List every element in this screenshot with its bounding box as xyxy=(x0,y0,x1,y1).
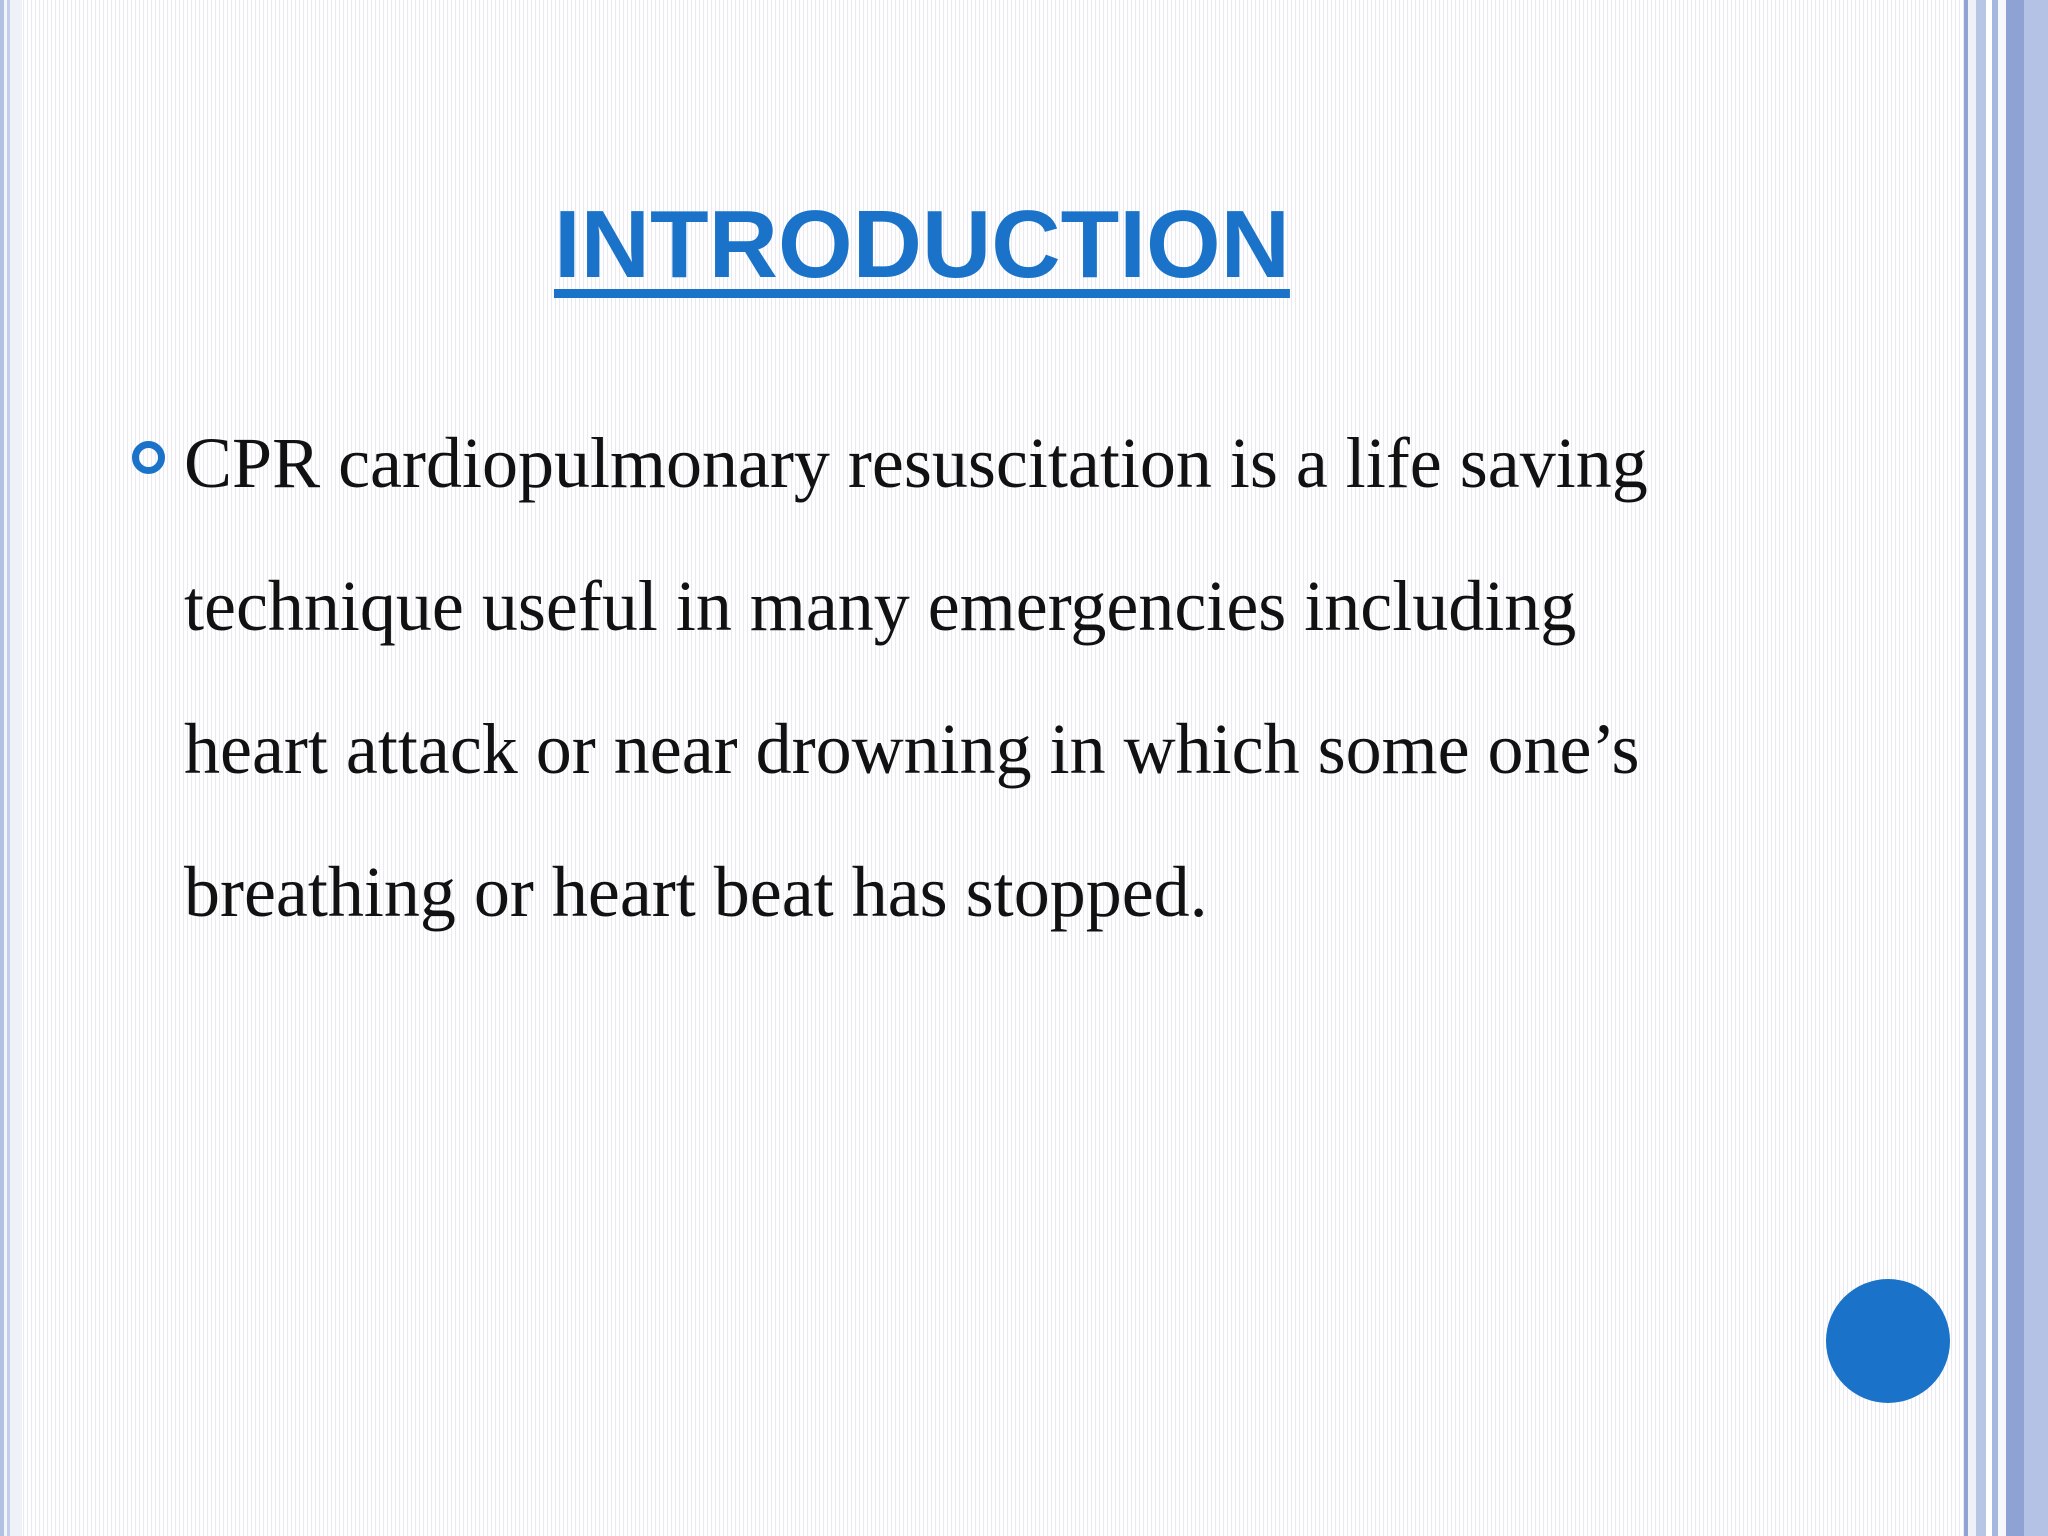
left-border-decoration xyxy=(0,0,22,1536)
body-line: heart attack or near drowning in which some one’s xyxy=(184,709,1640,789)
body-paragraph xyxy=(184,392,1864,964)
bullet-circle-icon xyxy=(132,441,165,474)
body-line: CPR cardiopulmonary resuscitation is a life saving xyxy=(184,423,1648,503)
body-line: breathing or heart beat has stopped. xyxy=(184,852,1208,932)
body-line: technique useful in many emergencies including xyxy=(184,566,1577,646)
right-border-decoration xyxy=(1964,0,2048,1536)
slide-title: INTRODUCTION xyxy=(554,191,1290,298)
slide-nav-circle-icon xyxy=(1826,1279,1950,1403)
